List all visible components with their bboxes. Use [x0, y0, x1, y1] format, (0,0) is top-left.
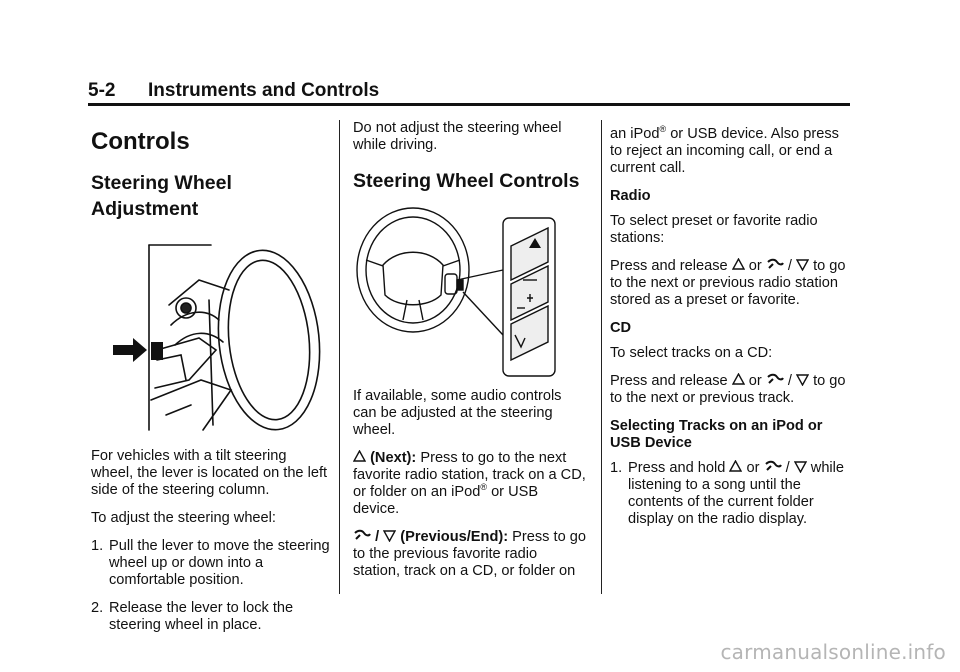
subheading-line-1: Steering Wheel — [91, 172, 232, 194]
subheading-line-2: Adjustment — [91, 198, 199, 220]
cd-heading: CD — [610, 320, 632, 336]
radio-instructions: Press and release or / to go to the next or previous radio station stored as a preset or favorite. — [610, 258, 846, 308]
ipod-heading: Selecting Tracks on an iPod or USB Device — [610, 418, 823, 451]
end-triangle-down-icon — [383, 529, 396, 542]
adjust-intro: To adjust the steering wheel: — [91, 510, 276, 526]
heading-steering-wheel-controls: Steering Wheel Controls — [353, 170, 580, 192]
steering-wheel-controls-illustration — [353, 200, 558, 380]
end-triangle-down-icon — [794, 460, 807, 473]
watermark: carmanualsonline.info — [720, 640, 946, 664]
end-triangle-down-icon — [796, 258, 809, 271]
list-item: 1. Pull the lever to move the steering wheel up or down into a comfortable position. — [91, 538, 330, 588]
section-title: Instruments and Controls — [148, 80, 380, 101]
next-triangle-up-icon — [353, 450, 366, 463]
cd-intro: To select tracks on a CD: — [610, 345, 773, 361]
header-rule — [88, 103, 850, 106]
previous-swoosh-icon — [353, 529, 371, 542]
audio-controls-paragraph: If available, some audio controls can be adjusted at the steering wheel. — [353, 388, 562, 438]
next-text: Press to go to the next favorite radio station, track on a CD, or folder on an iPod — [353, 450, 586, 500]
heading-controls: Controls — [91, 128, 190, 155]
tilt-lever-illustration — [91, 230, 331, 442]
previous-label: (Previous/End): — [400, 529, 509, 545]
column-1 — [91, 120, 331, 645]
column-divider — [601, 120, 602, 594]
tilt-paragraph: For vehicles with a tilt steering wheel, the lever is located on the left side of the steering column. — [91, 448, 328, 498]
previous-description: / (Previous/End): Press to go to the previous favorite radio station, track on a CD, or folder on — [353, 529, 586, 579]
previous-text: Press to go to the previous favorite radio station, track on a CD, or folder on — [353, 529, 586, 579]
continuation-paragraph: an iPod® or USB device. Also press to reject an incoming call, or end a current call. — [610, 124, 839, 176]
previous-swoosh-icon — [764, 460, 782, 473]
end-triangle-down-icon — [796, 373, 809, 386]
next-triangle-up-icon — [732, 258, 745, 271]
cd-instructions: Press and release or / to go to the next or previous track. — [610, 373, 846, 406]
previous-swoosh-icon — [766, 373, 784, 386]
column-2 — [353, 120, 588, 591]
page-number: 5-2 — [88, 80, 116, 101]
next-description: (Next): Press to go to the next favorite radio station, track on a CD, or folder on an iPod® or USB device. — [353, 450, 586, 517]
registered-mark: ® — [480, 482, 488, 493]
radio-heading: Radio — [610, 188, 651, 204]
next-triangle-up-icon — [732, 373, 745, 386]
registered-mark: ® — [659, 124, 667, 135]
radio-intro: To select preset or favorite radio stations: — [610, 213, 818, 246]
list-item: 2. Release the lever to lock the steering wheel in place. — [91, 600, 294, 633]
column-divider — [339, 120, 340, 594]
previous-swoosh-icon — [766, 258, 784, 271]
column-3 — [610, 120, 855, 539]
list-item: 1. Press and hold or / while listening to a song until the contents of the current folder display on the radio display. — [610, 460, 845, 527]
driving-warning: Do not adjust the steering wheel while driving. — [353, 120, 562, 153]
next-label: (Next): — [370, 450, 417, 466]
next-triangle-up-icon — [729, 460, 742, 473]
